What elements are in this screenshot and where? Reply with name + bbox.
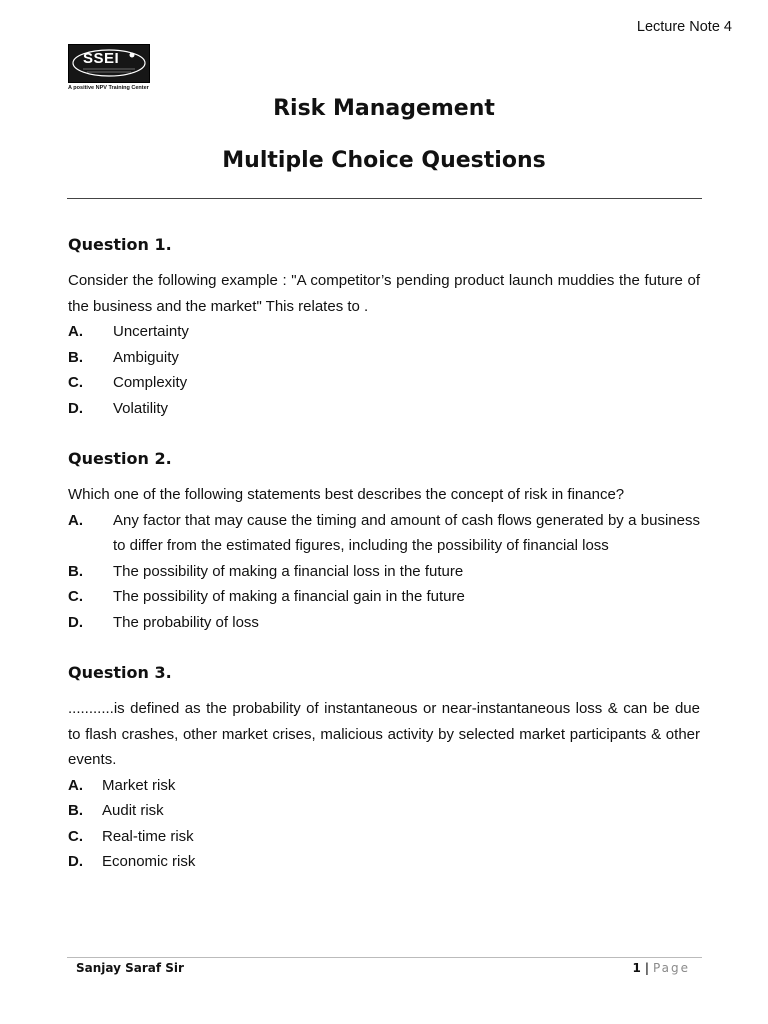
- page-separator: |: [644, 961, 650, 975]
- ssei-logo: [68, 44, 150, 91]
- option-text: Ambiguity: [113, 348, 179, 366]
- logo-badge: [68, 44, 150, 83]
- option-a: [68, 773, 700, 799]
- option-letter: A.: [68, 511, 83, 529]
- option-text: Uncertainty: [113, 323, 189, 340]
- option-letter: C.: [68, 827, 83, 845]
- title-divider: [67, 198, 702, 199]
- question-heading: Question 3.: [68, 663, 172, 682]
- option-text: Audit risk: [102, 802, 164, 819]
- option-text: Market risk: [102, 776, 176, 794]
- footer-divider: [67, 957, 702, 958]
- option-letter: D.: [68, 853, 83, 870]
- page-label: Page: [652, 961, 690, 975]
- logo-text: SSEI: [83, 50, 120, 67]
- option-b: [68, 345, 700, 371]
- option-letter: B.: [68, 802, 83, 819]
- option-text: Real-time risk: [102, 827, 194, 845]
- page-number: 1: [632, 961, 641, 975]
- option-letter: B.: [68, 562, 83, 580]
- option-text: Economic risk: [102, 853, 196, 870]
- page-indicator: [633, 961, 690, 975]
- option-b: [68, 798, 700, 824]
- option-letter: B.: [68, 348, 83, 366]
- question-1: [68, 232, 700, 421]
- document-title: Risk Management: [273, 96, 495, 121]
- question-heading: Question 1.: [68, 235, 172, 254]
- option-letter: D.: [68, 613, 83, 631]
- option-a: [68, 319, 700, 345]
- question-text: ...........is defined as the probability of instantaneous or near-instantaneous loss & can be due to flash crashes, other market crises, malicious activity by selected market participants & other events.: [68, 700, 700, 768]
- option-letter: C.: [68, 588, 83, 605]
- option-d: [68, 849, 700, 875]
- option-text: The probability of loss: [113, 613, 259, 631]
- option-text: The possibility of making a financial gain in the future: [113, 588, 465, 605]
- option-letter: D.: [68, 399, 83, 417]
- option-text: The possibility of making a financial loss in the future: [113, 562, 464, 580]
- option-b: [68, 559, 700, 585]
- option-c: [68, 824, 700, 850]
- option-c: [68, 584, 700, 610]
- option-d: [68, 610, 700, 636]
- option-c: [68, 370, 700, 396]
- option-text: Volatility: [113, 399, 169, 417]
- questions-list: [68, 232, 700, 900]
- option-a: [68, 508, 700, 559]
- question-text: Which one of the following statements best describes the concept of risk in finance?: [68, 486, 625, 503]
- option-d: [68, 396, 700, 422]
- question-text: Consider the following example : "A competitor’s pending product launch muddies the future of the business and the market" This relates to .: [68, 272, 700, 315]
- option-letter: C.: [68, 374, 83, 391]
- question-2: [68, 446, 700, 635]
- lecture-note-label: Lecture Note 4: [636, 19, 732, 35]
- logo-tagline: A positive NPV Training Center: [68, 85, 149, 91]
- option-letter: A.: [68, 776, 83, 794]
- footer-author: Sanjay Saraf Sir: [76, 961, 184, 975]
- option-text: Complexity: [113, 374, 188, 391]
- option-letter: A.: [68, 323, 83, 340]
- question-3: [68, 660, 700, 875]
- document-subtitle: Multiple Choice Questions: [222, 148, 546, 173]
- question-heading: Question 2.: [68, 449, 172, 468]
- option-text: Any factor that may cause the timing and amount of cash flows generated by a business to differ from the estimated figures, including the possibility of financial loss: [113, 511, 700, 554]
